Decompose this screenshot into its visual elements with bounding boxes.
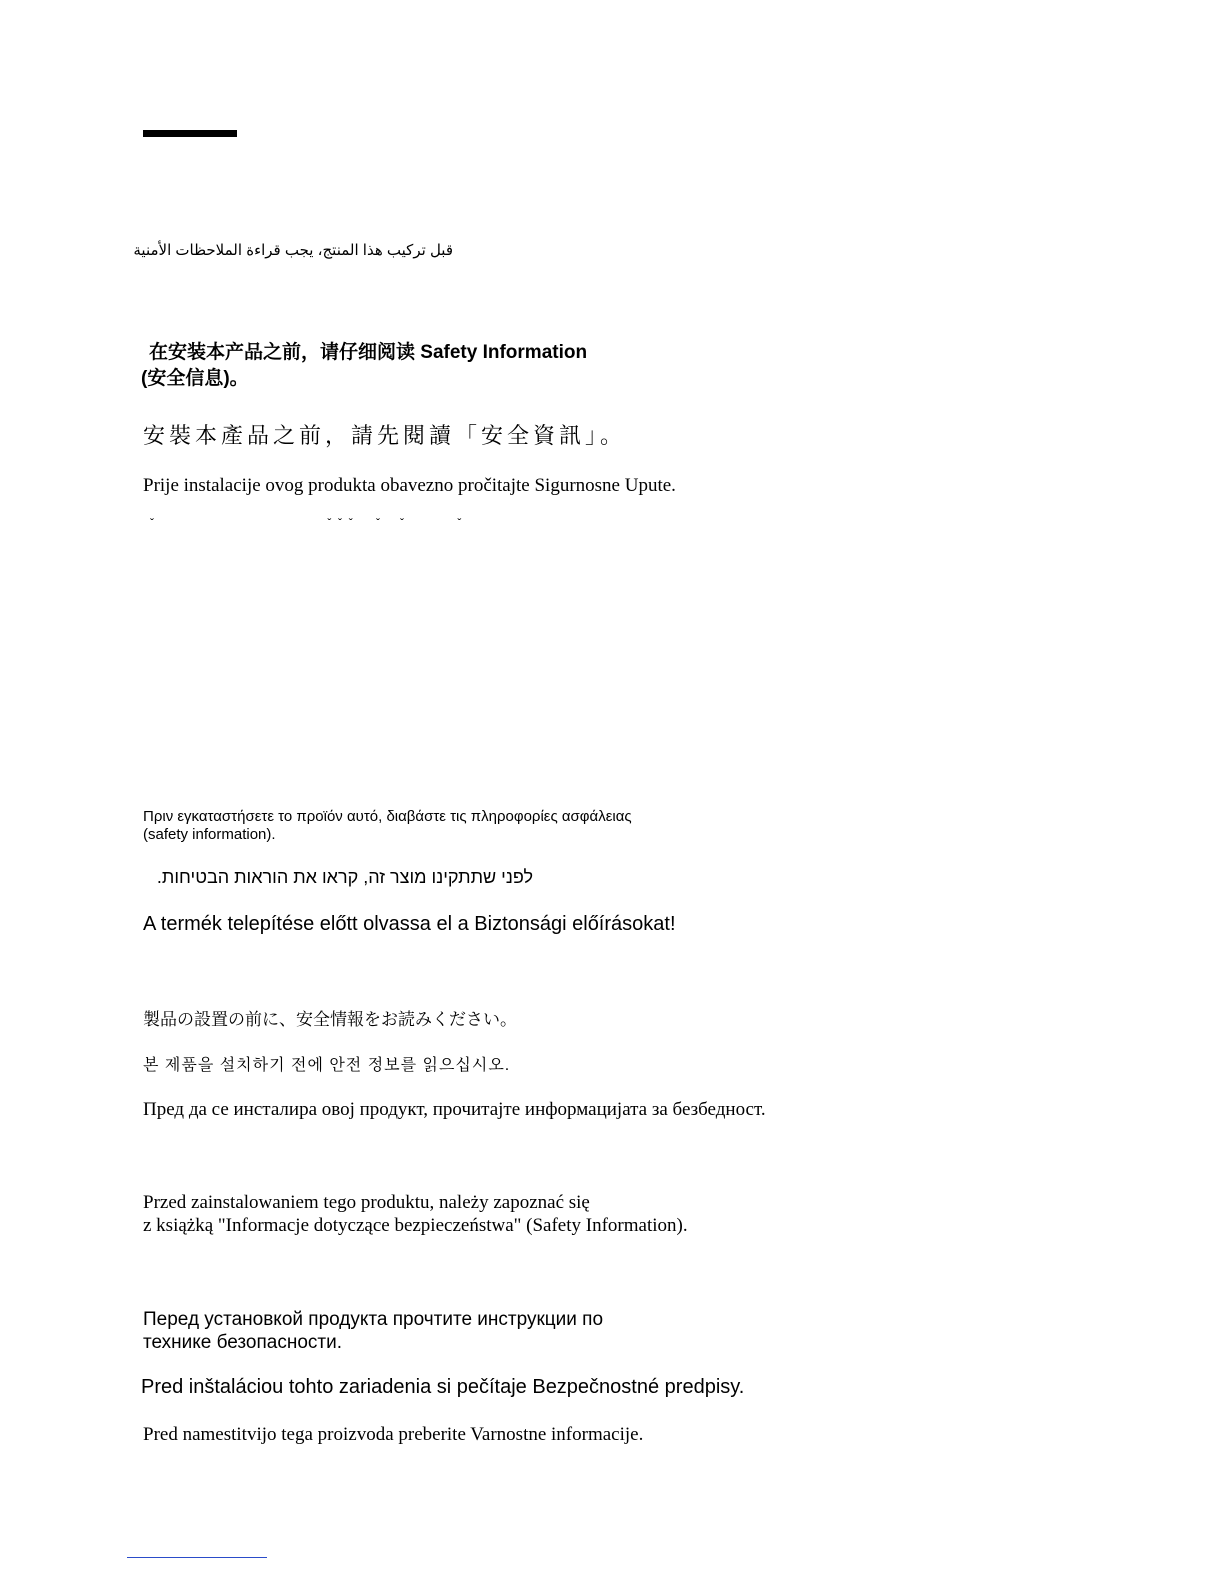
notice-slovenian: Pred namestitvijo tega proizvoda preberite Varnostne informacije. (143, 1424, 644, 1445)
notice-korean: 본 제품을 설치하기 전에 안전 정보를 읽으십시오. (143, 1057, 511, 1074)
notice-greek-line1: Πριν εγκαταστήσετε το προϊόν αυτό, διαβάστε τις πληροφορίες ασφάλειας (143, 808, 632, 825)
notice-polish-line1: Przed zainstalowaniem tego produktu, należy zapoznać się (143, 1192, 590, 1213)
notice-japanese: 製品の設置の前に、安全情報をお読みください。 (143, 1010, 517, 1029)
notice-croatian: Prije instalacije ovog produkta obavezno pročitajte Sigurnosne Upute. (143, 475, 676, 496)
notice-greek-line2: (safety information). (143, 826, 276, 843)
notice-chinese-simplified-line1: 在安装本产品之前，请仔细阅读 Safety Information (149, 342, 588, 363)
header-rule (143, 130, 237, 137)
notice-hungarian: A termék telepítése előtt olvassa el a Biztonsági előírásokat! (143, 913, 676, 935)
notice-polish-line2: z książką "Informacje dotyczące bezpieczeństwa" (Safety Information). (143, 1215, 688, 1236)
footer-link-underline (127, 1557, 267, 1558)
notice-chinese-traditional: 安裝本產品之前，請先閱讀「安全資訊」。 (143, 423, 627, 448)
notice-chinese-simplified-line2: (安全信息)。 (141, 368, 249, 389)
notice-russian-line1: Перед установкой продукта прочтите инструкции по (143, 1309, 604, 1330)
notice-slovak: Pred inštaláciou tohto zariadenia si pečítaje Bezpečnostné predpisy. (141, 1376, 745, 1398)
notice-arabic: قبل تركيب هذا المنتج، يجب قراءة الملاحظات الأمنية (133, 242, 453, 259)
notice-hebrew: לפני שתתקינו מוצר זה, קראו את הוראות הבטיחות. (156, 867, 533, 887)
notice-macedonian: Пред да се инсталира овој продукт, прочитајте информацијата за безбедност. (143, 1099, 766, 1120)
notice-russian-line2: технике безопасности. (143, 1332, 343, 1353)
notice-czech-fragment: ˇ ˇ ˇ ˇ ˇ ˇ ˇ (150, 516, 462, 530)
